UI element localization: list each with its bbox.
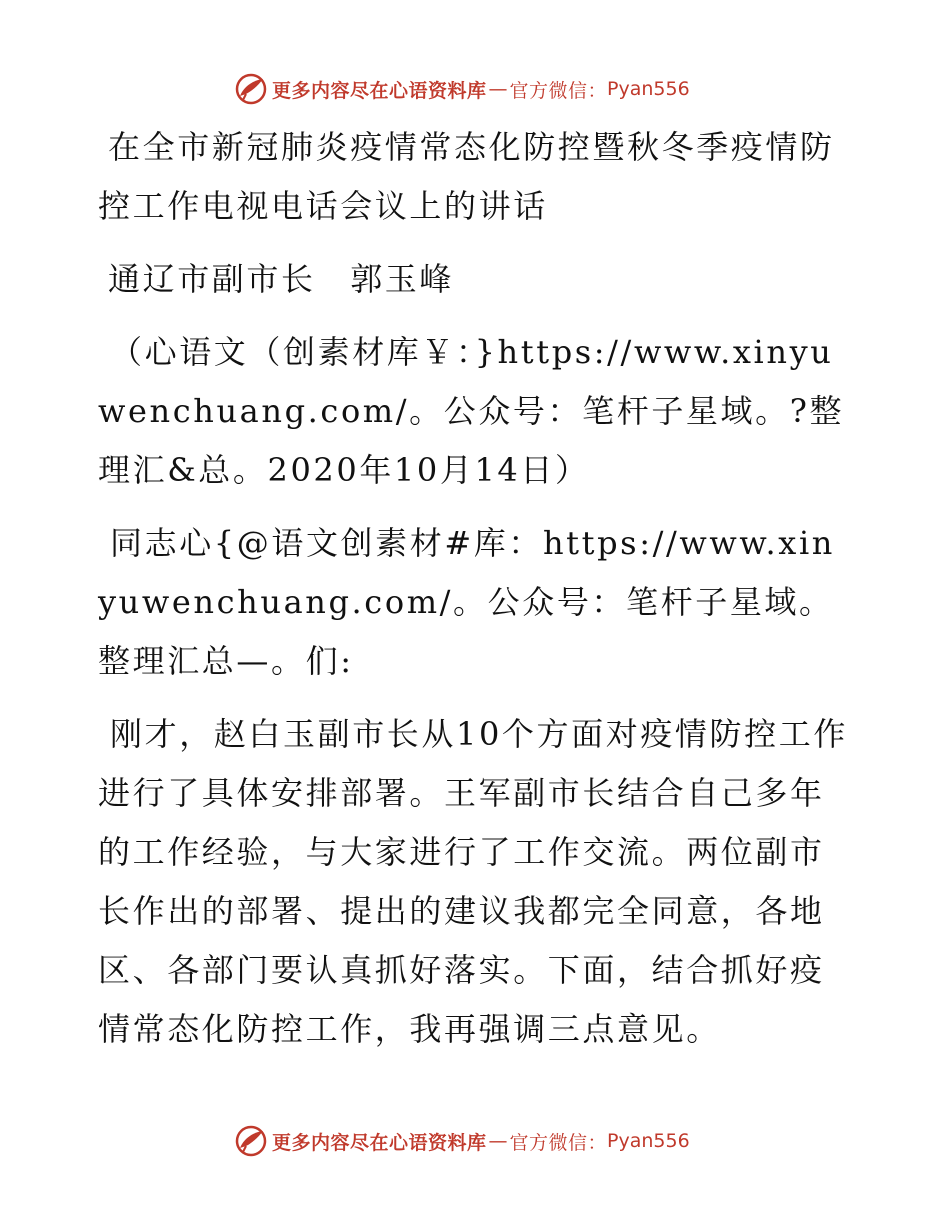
banner-wechat-handle: Pyan556 [607,1130,690,1152]
banner-dash: — [488,78,508,100]
banner-wechat-label: 官方微信： [509,1131,608,1154]
banner-wechat-label: 官方微信： [509,79,608,102]
document-author: 通辽市副市长 郭玉峰 [108,260,455,298]
document-source-note: （心语文（创素材库￥：}https://www.xinyuwenchuang.com/。公众号：笔杆子星域。?整理汇&总。2020年10月14日） [98,333,845,489]
pen-nib-circle-icon [234,1124,268,1158]
document-paragraph-1: 刚才，赵白玉副市长从10个方面对疫情防控工作进行了具体安排部署。王军副市长结合自己多年的工作经验，与大家进行了工作交流。两位副市长作出的部署、提出的建议我都完全同意，各地区、各部门要认真抓好落实。下面，结合抓好疫情常态化防控工作，我再强调三点意见。 [98,715,848,1048]
pen-nib-circle-icon [234,72,268,106]
document-salutation: 同志心{@语文创素材#库：https://www.xinyuwenchuang.com/。公众号：笔杆子星域。整理汇总—。们: [98,524,835,680]
header-banner [234,72,690,106]
document-title: 在全市新冠肺炎疫情常态化防控暨秋冬季疫情防控工作电视电话会议上的讲话 [98,128,835,225]
banner-wechat-handle: Pyan556 [607,78,690,100]
document-body [98,118,854,1059]
footer-banner [234,1124,690,1158]
banner-text: 更多内容尽在心语资料库 [272,1131,487,1154]
banner-dash: — [488,1130,508,1152]
banner-text: 更多内容尽在心语资料库 [272,79,487,102]
